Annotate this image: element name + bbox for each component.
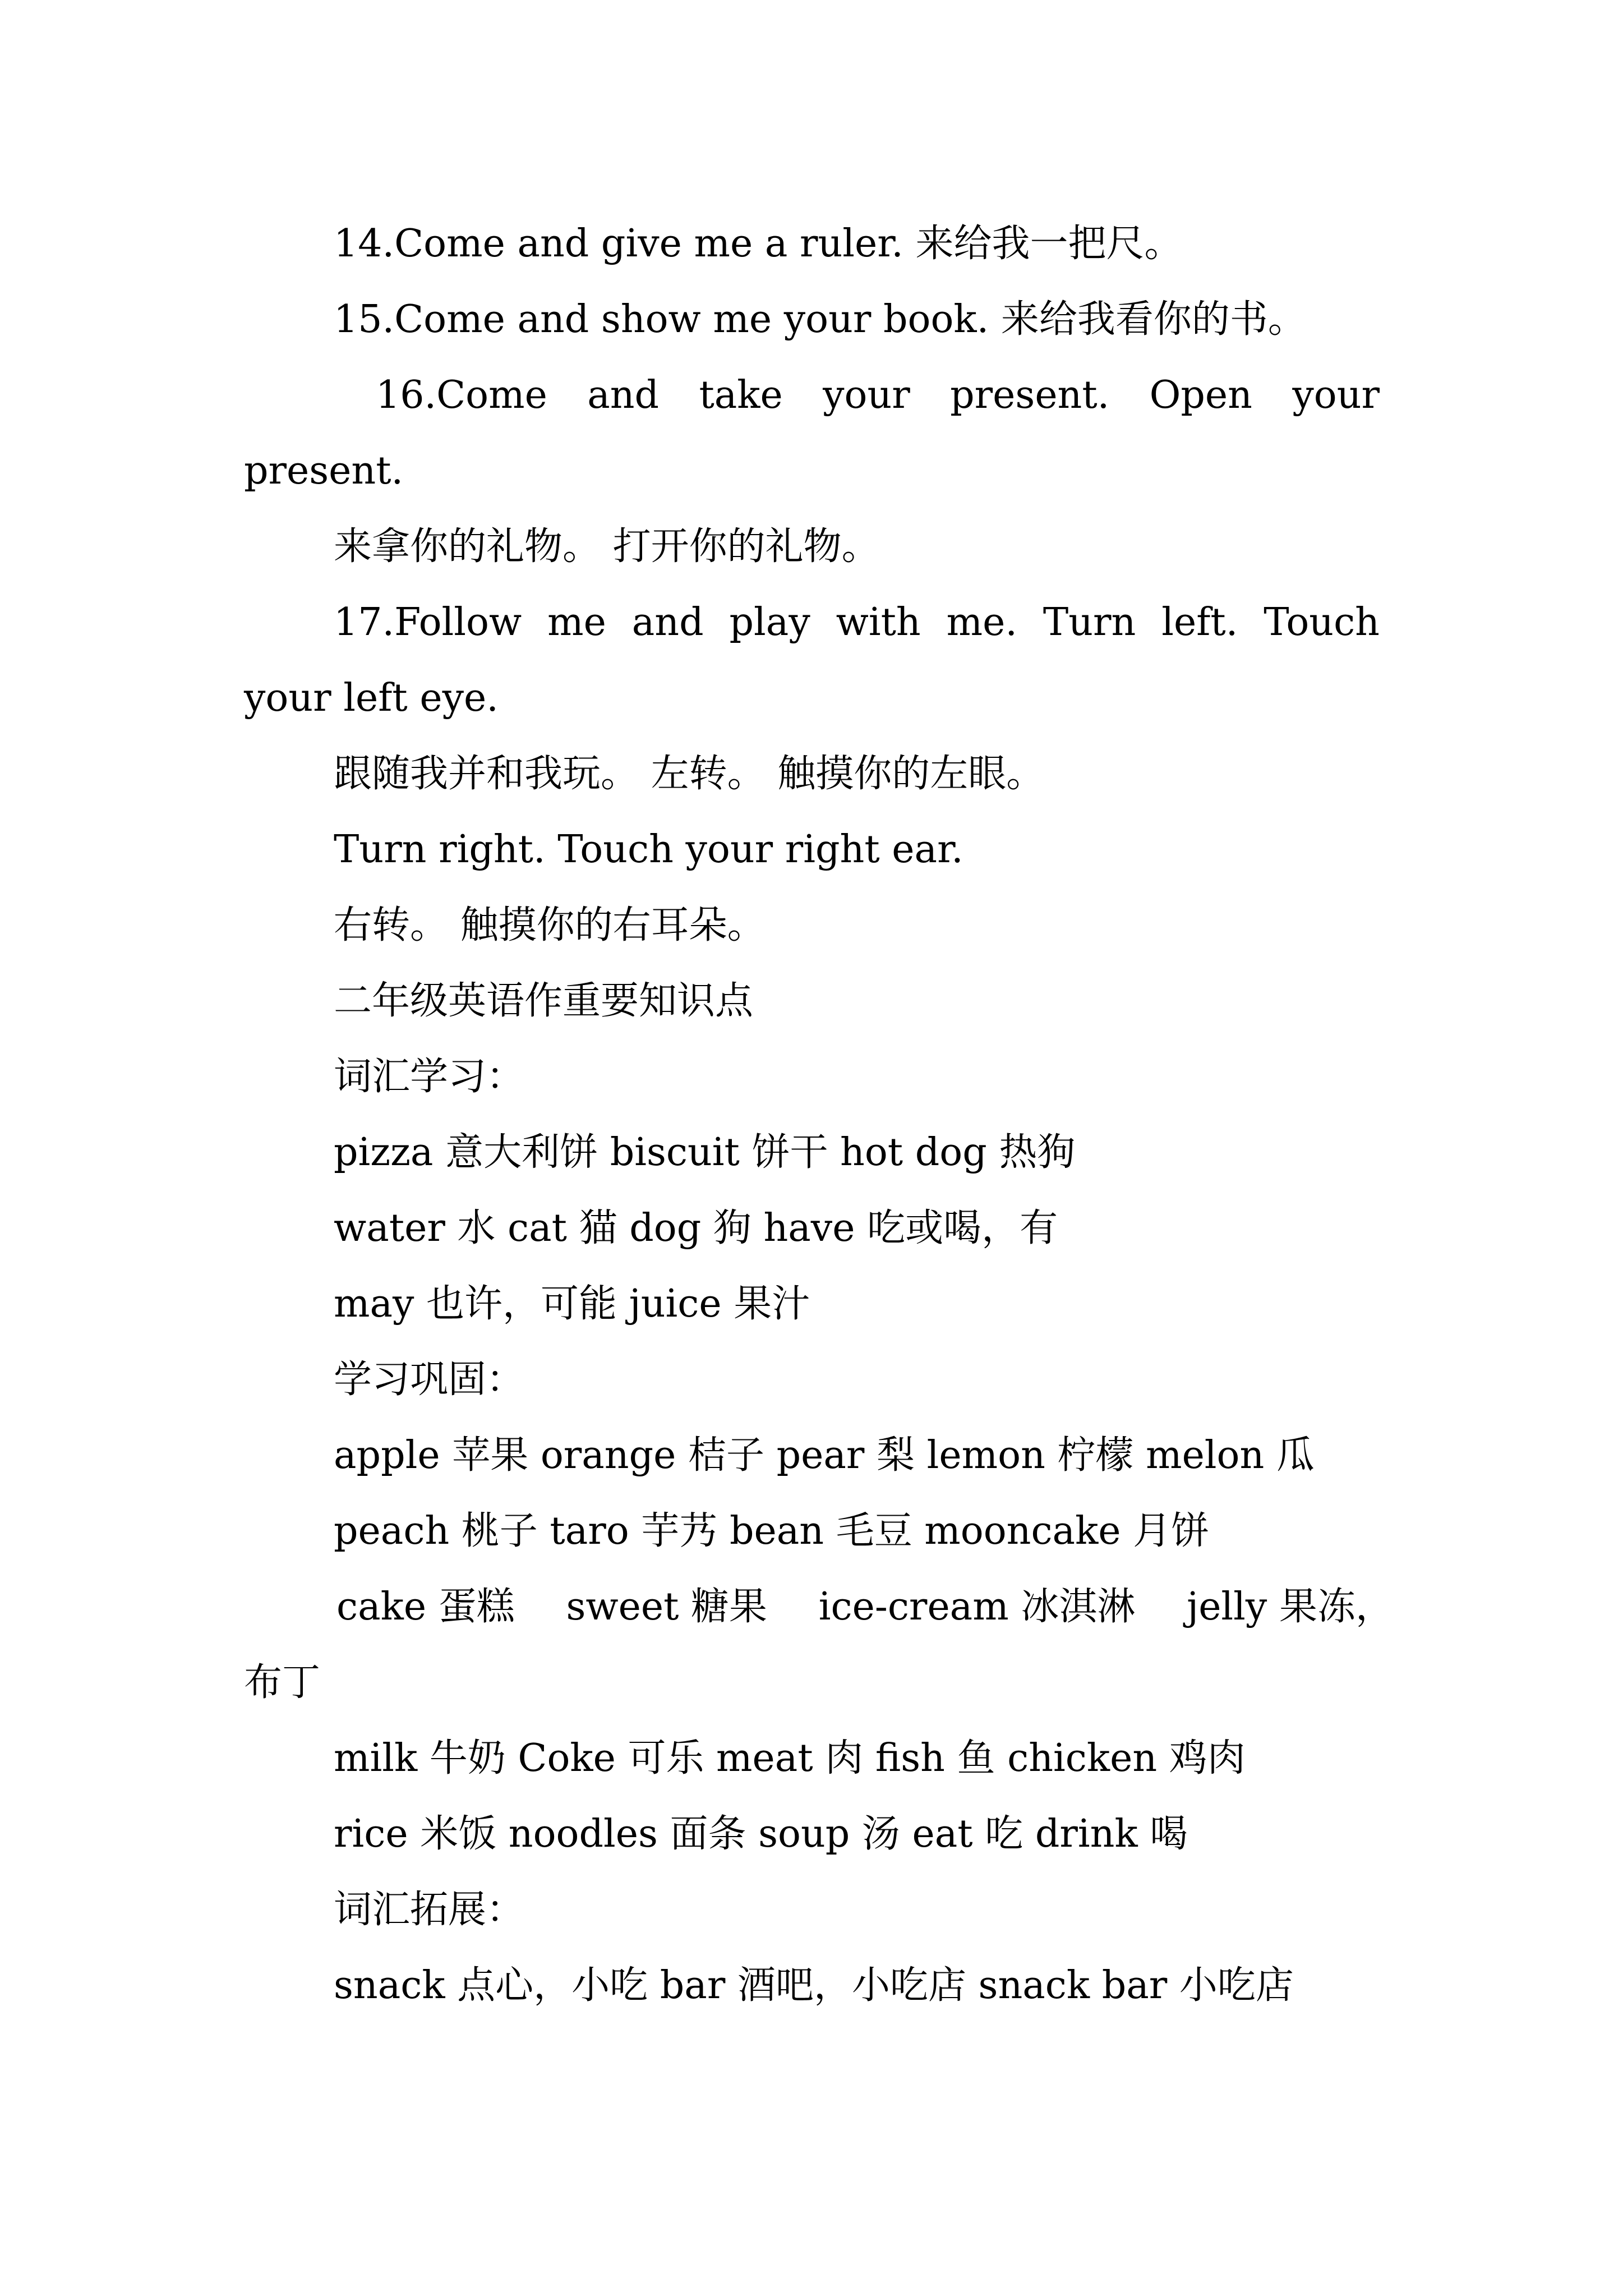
sentence-18: Turn right. Touch your right ear.: [334, 827, 963, 872]
sentence-17-translation: 跟随我并和我玩。 左转。 触摸你的左眼。: [334, 752, 1045, 796]
word: cake 蛋糕: [336, 1585, 515, 1629]
word: 17.Follow: [334, 600, 522, 645]
review-line-5: rice 米饭 noodles 面条 soup 汤 eat 吃 drink 喝: [334, 1812, 1188, 1856]
word: present.: [950, 373, 1110, 417]
word: Open: [1149, 373, 1252, 417]
review-label: 学习巩固：: [334, 1358, 525, 1402]
review-line-2: peach 桃子 taro 芋艿 bean 毛豆 mooncake 月饼: [334, 1509, 1210, 1553]
word: me: [547, 600, 606, 645]
review-line-3: [336, 1579, 1394, 1635]
sentence-17-continuation: your left eye.: [244, 676, 499, 720]
word: Touch: [1264, 600, 1380, 645]
sentence-15: 15.Come and show me your book. 来给我看你的书。: [334, 297, 1306, 342]
review-line-3-continuation: 布丁: [244, 1660, 321, 1705]
sentence-16-continuation: present.: [244, 449, 404, 493]
sentence-17: [334, 595, 1380, 651]
extend-line-1: snack 点心，小吃 bar 酒吧，小吃店 snack bar 小吃店: [334, 1963, 1294, 2008]
word: play: [729, 600, 810, 645]
word: me.: [946, 600, 1017, 645]
sentence-16-translation: 来拿你的礼物。 打开你的礼物。: [334, 524, 880, 569]
review-line-4: milk 牛奶 Coke 可乐 meat 肉 fish 鱼 chicken 鸡肉: [334, 1736, 1246, 1780]
word: and: [587, 373, 660, 417]
section-heading: 二年级英语作重要知识点: [334, 979, 754, 1023]
sentence-18-translation: 右转。 触摸你的右耳朵。: [334, 903, 766, 947]
word: take: [699, 373, 783, 417]
sentence-16: [376, 367, 1380, 424]
vocab-line-2: water 水 cat 猫 dog 狗 have 吃或喝，有: [334, 1206, 1058, 1250]
word: ice-cream 冰淇淋: [818, 1585, 1136, 1629]
word: Turn: [1043, 600, 1136, 645]
extend-label: 词汇拓展：: [334, 1888, 525, 1932]
vocab-line-3: may 也许，可能 juice 果汁: [334, 1282, 810, 1326]
word: sweet 糖果: [566, 1585, 768, 1629]
sentence-14: 14.Come and give me a ruler. 来给我一把尺。: [334, 222, 1183, 266]
word: your: [823, 373, 910, 417]
word: jelly 果冻，: [1187, 1585, 1394, 1629]
word: and: [631, 600, 704, 645]
vocab-label: 词汇学习：: [334, 1055, 525, 1099]
review-line-1: apple 苹果 orange 桔子 pear 梨 lemon 柠檬 melon 瓜: [334, 1433, 1315, 1478]
vocab-line-1: pizza 意大利饼 biscuit 饼干 hot dog 热狗: [334, 1130, 1076, 1175]
word: left.: [1161, 600, 1238, 645]
word: your: [1292, 373, 1380, 417]
word: 16.Come: [376, 373, 547, 417]
word: with: [836, 600, 921, 645]
